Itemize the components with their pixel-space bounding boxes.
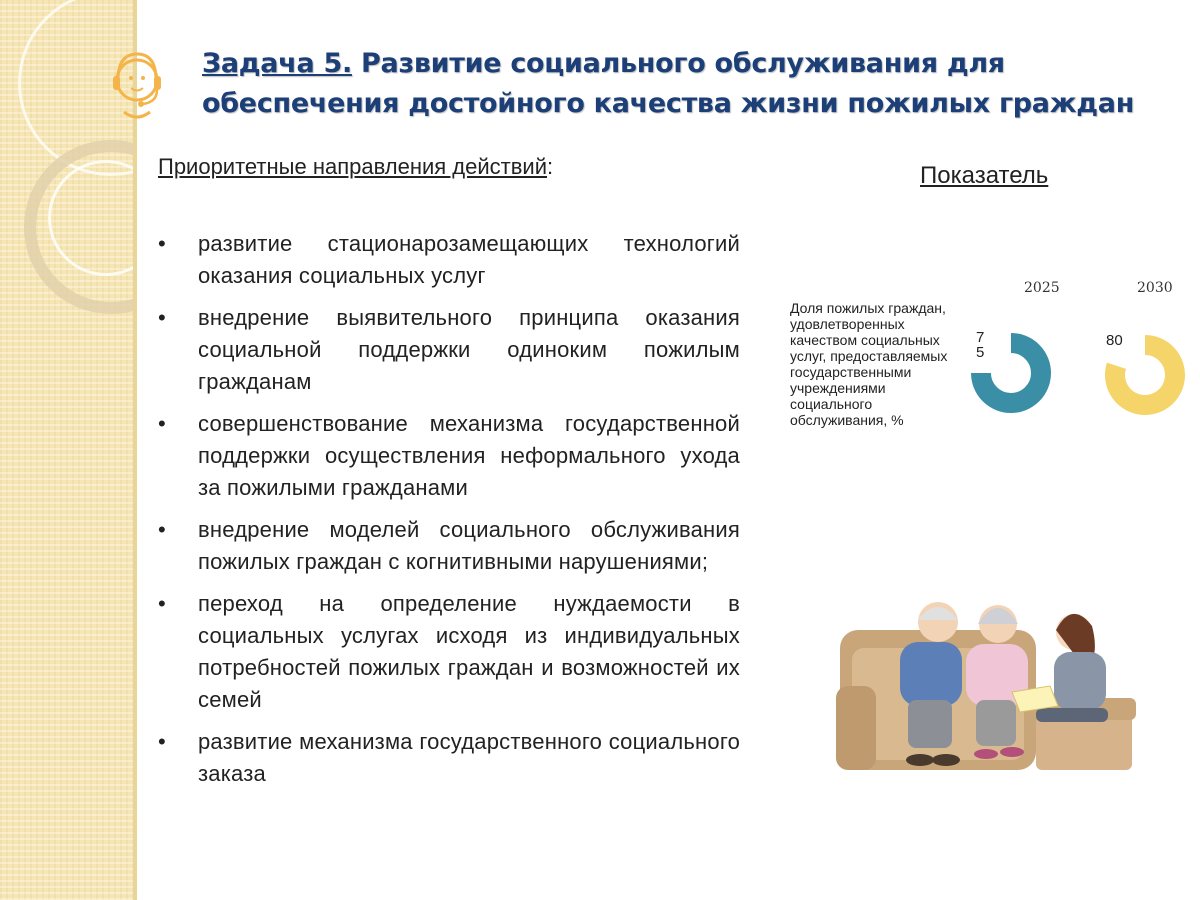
donut-2025-value: 75 bbox=[976, 329, 985, 361]
elderly-couple-with-social-worker-illustration bbox=[836, 590, 1136, 780]
year-label-2025: 2025 bbox=[1024, 280, 1060, 296]
list-item-text: развитие механизма государственного социального заказа bbox=[198, 729, 740, 786]
list-item bbox=[158, 514, 740, 578]
task-title-text: Развитие социального обслуживания для обеспечения достойного качества жизни пожилых граждан bbox=[202, 48, 1135, 119]
list-item bbox=[158, 726, 740, 790]
bullet-icon: • bbox=[158, 517, 166, 542]
list-item-text: внедрение моделей социального обслуживания пожилых граждан с когнитивными нарушениями; bbox=[198, 517, 740, 574]
list-item-text: внедрение выявительного принципа оказания социальной поддержки одиноким пожилым гражданам bbox=[198, 305, 740, 394]
priorities-heading-colon: : bbox=[547, 154, 554, 179]
list-item-text: переход на определение нуждаемости в социальных услугах исходя из индивидуальных потребностей пожилых граждан и возможностей их семей bbox=[198, 591, 740, 712]
bullet-icon: • bbox=[158, 729, 166, 754]
priority-actions-list bbox=[158, 228, 740, 800]
indicator-heading: Показатель bbox=[920, 162, 1049, 189]
list-item bbox=[158, 408, 740, 504]
slide-title bbox=[202, 44, 1162, 124]
list-item bbox=[158, 588, 740, 716]
list-item-text: развитие стационарозамещающих технологий оказания социальных услуг bbox=[198, 231, 740, 288]
priorities-heading bbox=[158, 154, 553, 180]
donut-2025-arc bbox=[981, 343, 1041, 403]
bullet-icon: • bbox=[158, 305, 166, 330]
list-item bbox=[158, 228, 740, 292]
bullet-icon: • bbox=[158, 591, 166, 616]
donut-2030-arc bbox=[1115, 345, 1175, 405]
bullet-icon: • bbox=[158, 231, 166, 256]
year-label-2030: 2030 bbox=[1137, 280, 1173, 296]
priorities-heading-text: Приоритетные направления действий bbox=[158, 154, 548, 179]
donut-2030-value: 80 bbox=[1106, 332, 1123, 349]
metric-description: Доля пожилых граждан, удовлетворенных качеством социальных услуг, предоставляемых государственными учреждениями социального обслуживания, % bbox=[790, 300, 948, 428]
support-headset-person-icon bbox=[104, 46, 170, 126]
bullet-icon: • bbox=[158, 411, 166, 436]
list-item bbox=[158, 302, 740, 398]
decorative-side-strip bbox=[0, 0, 137, 900]
list-item-text: совершенствование механизма государственной поддержки осуществления неформального ухода за пожилыми гражданами bbox=[198, 411, 740, 500]
task-number: Задача 5. bbox=[202, 48, 352, 79]
